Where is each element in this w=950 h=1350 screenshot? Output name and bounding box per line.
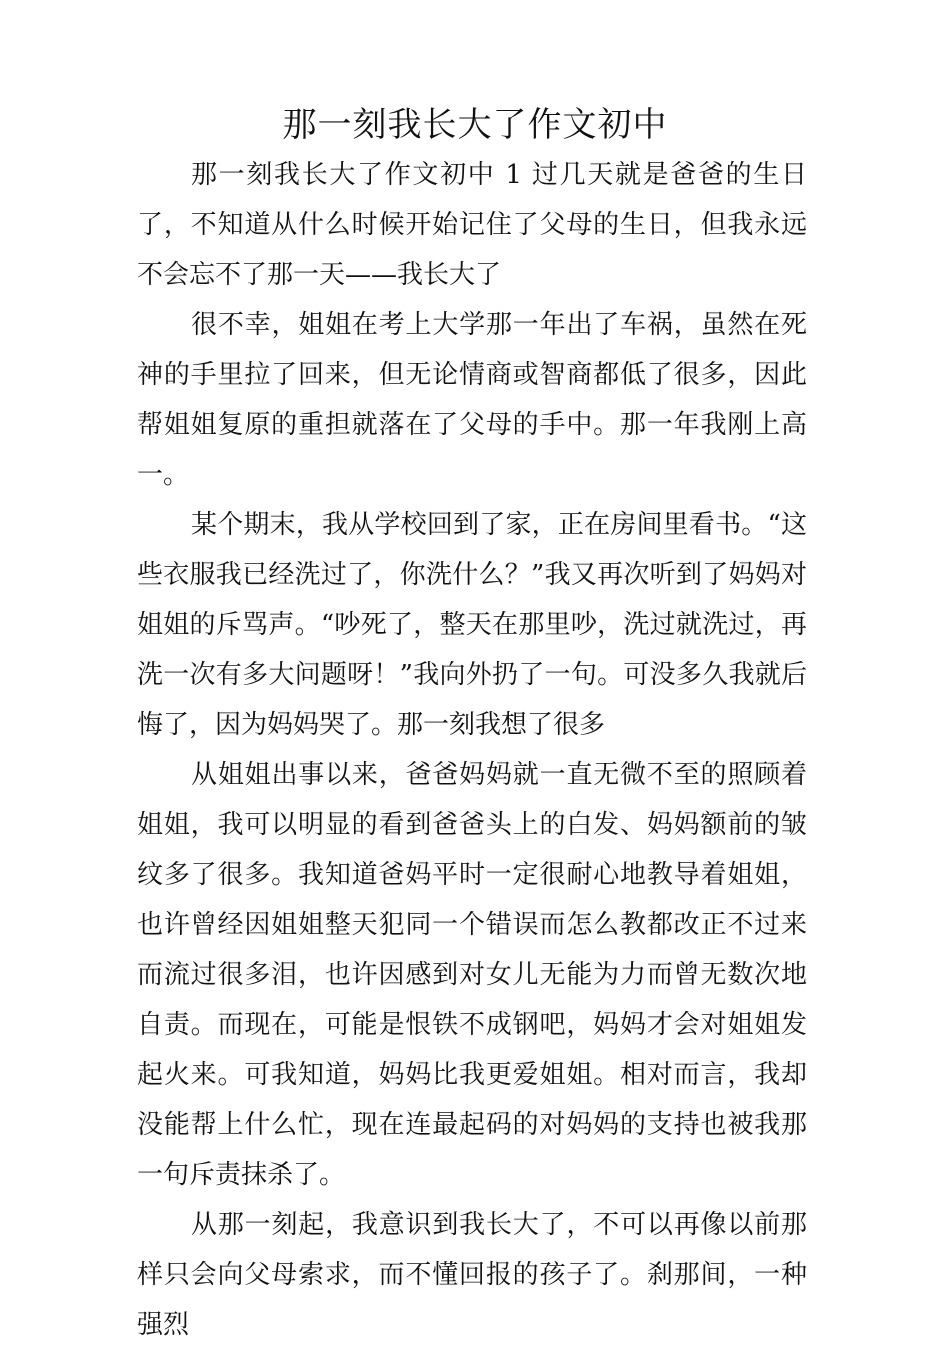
paragraph-4: 从姐姐出事以来，爸爸妈妈就一直无微不至的照顾着姐姐，我可以明显的看到爸爸头上的白发、妈妈额前的皱纹多了很多。我知道爸妈平时一定很耐心地教导着姐姐，也许曾经因姐姐整天犯同一个错误而怎么教都改正不过来而流过很多泪，也许因感到对女儿无能为力而曾无数次地自责。而现在，可能是恨铁不成钢吧，妈妈才会对姐姐发起火来。可我知道，妈妈比我更爱姐姐。相对而言，我却没能帮上什么忙，现在连最起码的对妈妈的支持也被我那一句斥责抹杀了。: [137, 760, 807, 1190]
paragraph-5: 从那一刻起，我意识到我长大了，不可以再像以前那样只会向父母索求，而不懂回报的孩子了。刹那间，一种强烈: [137, 1210, 807, 1340]
paragraph-2: 很不幸，姐姐在考上大学那一年出了车祸，虽然在死神的手里拉了回来，但无论情商或智商都低了很多，因此帮姐姐复原的重担就落在了父母的手中。那一年我刚上高一。: [137, 310, 807, 490]
document-body: [137, 150, 807, 1350]
paragraph-3: 某个期末，我从学校回到了家，正在房间里看书。“这些衣服我已经洗过了，你洗什么？”我又再次听到了妈妈对姐姐的斥骂声。“吵死了，整天在那里吵，洗过就洗过，再洗一次有多大问题呀！”我向外扔了一句。可没多久我就后悔了，因为妈妈哭了。那一刻我想了很多: [137, 510, 807, 740]
document-title: 那一刻我长大了作文初中: [282, 105, 668, 145]
paragraph-1: 那一刻我长大了作文初中 1 过几天就是爸爸的生日了，不知道从什么时候开始记住了父母的生日，但我永远不会忘不了那一天——我长大了: [137, 160, 807, 290]
